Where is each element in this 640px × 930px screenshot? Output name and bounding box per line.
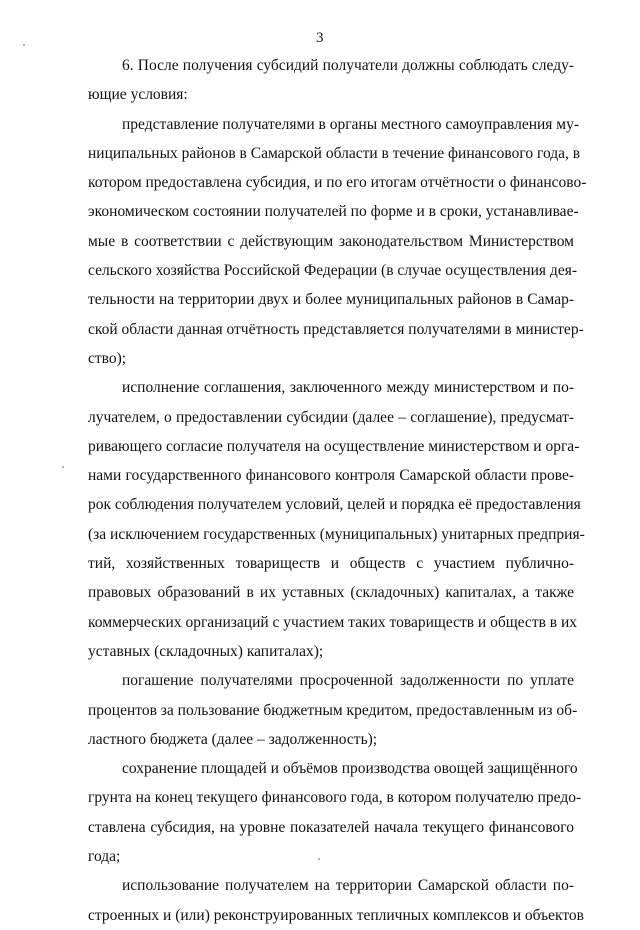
text-line: правовых образований в их уставных (складочных) капиталах, а также [88, 584, 574, 602]
text-line: коммерческих организаций с участием таких товариществ и обществ в их [88, 613, 578, 631]
text-line: лучателем, о предоставлении субсидии (далее – соглашение), предусмат- [88, 408, 574, 426]
text-line: ство); [88, 349, 127, 367]
text-line: использование получателем на территории Самарской области по- [122, 877, 574, 895]
text-line: уставных (складочных) капиталах); [88, 642, 324, 660]
text-line: ниципальных районов в Самарской области в течение финансового года, в [88, 144, 581, 162]
text-line: 6. После получения субсидий получатели должны соблюдать следу- [122, 57, 574, 74]
text-line: рок соблюдения получателем условий, целей и порядка её предоставления [88, 496, 581, 514]
text-line: ластного бюджета (далее – задолженность); [88, 730, 378, 748]
text-line: сельского хозяйства Российской Федерации (в случае осуществления дея- [88, 262, 577, 280]
text-line: строенных и (или) реконструированных тепличных комплексов и объектов [88, 906, 584, 924]
text-line: исполнение соглашения, заключенного между министерством и по- [122, 379, 574, 397]
text-line: ривающего согласие получателя на осуществление министерством и орга- [88, 437, 580, 455]
text-line: грунта на конец текущего финансового года, в котором получателю предо- [88, 789, 582, 807]
text-line: тельности на территории двух и более муниципальных районов в Самар- [88, 291, 574, 309]
scan-artifact [23, 44, 25, 46]
text-line: тий, хозяйственных товариществ и обществ с участием публично- [88, 555, 574, 573]
text-line: котором предоставлена субсидия, и по его итогам отчётности о финансово- [88, 174, 587, 192]
scan-artifact [62, 466, 64, 468]
text-line: ющие условия: [88, 86, 188, 104]
text-line: погашение получателями просроченной задолженности по уплате [122, 672, 574, 690]
document-body [88, 51, 587, 930]
text-line: (за исключением государственных (муниципальных) унитарных предприя- [88, 525, 585, 543]
text-line: представление получателями в органы местного самоуправления му- [122, 115, 580, 133]
text-line: сохранение площадей и объёмов производства овощей защищённого [122, 760, 578, 778]
page-number: 3 [316, 30, 324, 46]
text-line: ской области данная отчётность представляется получателями в министер- [88, 320, 584, 338]
text-line: ставлена субсидия, на уровне показателей начала текущего финансового [88, 818, 574, 836]
text-line: года; [88, 848, 121, 866]
text-line: процентов за пользование бюджетным кредитом, предоставленным из об- [88, 701, 578, 719]
text-line: экономическом состоянии получателей по форме и в сроки, устанавливае- [88, 203, 579, 221]
text-line: мые в соответствии с действующим законодательством Министерством [88, 232, 574, 250]
text-line: нами государственного финансового контроля Самарской области прове- [88, 467, 574, 485]
